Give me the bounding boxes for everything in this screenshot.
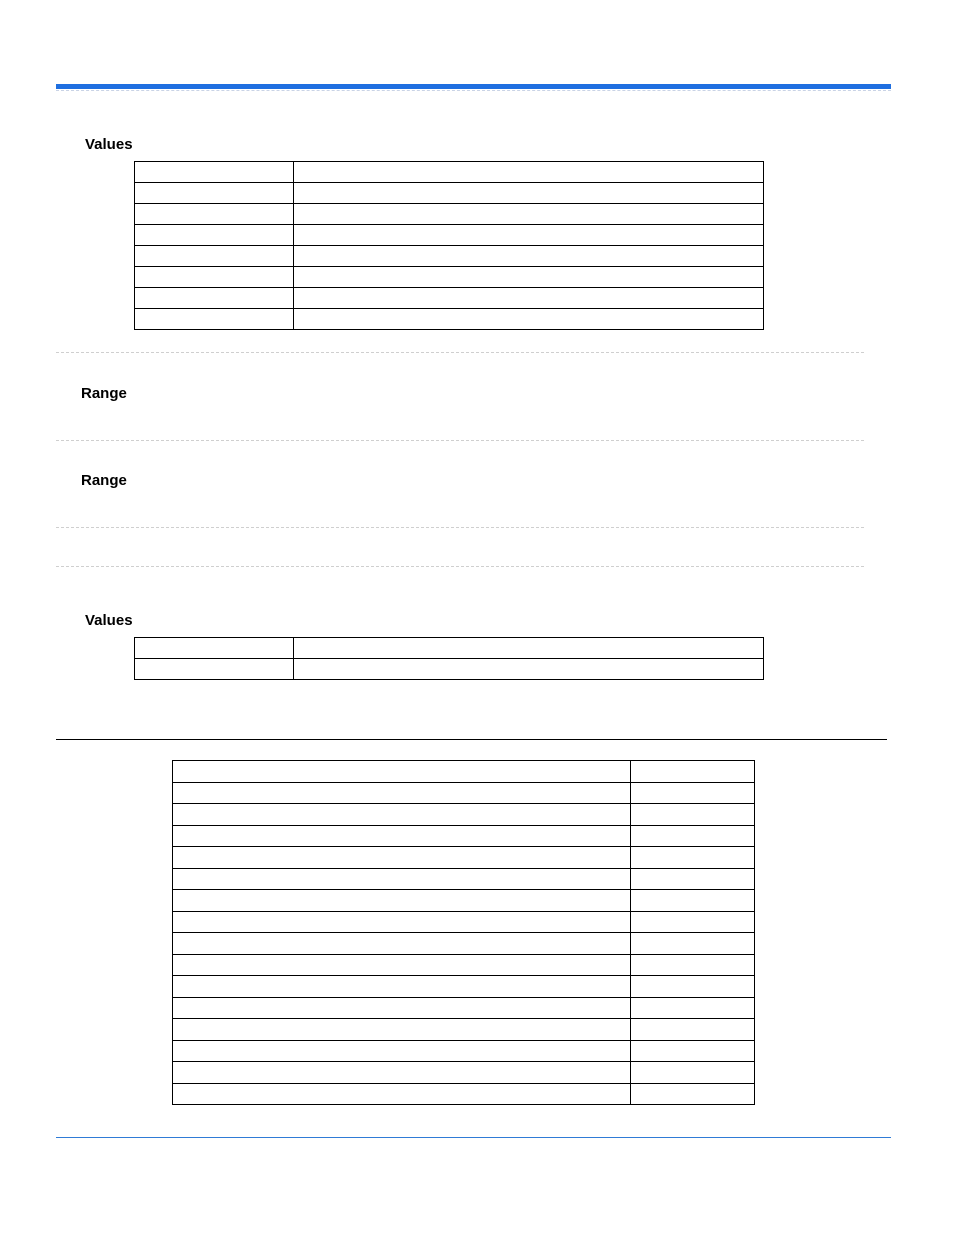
- values-table-1: [134, 161, 764, 330]
- table-cell: [135, 183, 294, 204]
- values-label-1: Values: [85, 136, 133, 153]
- table-row: [135, 638, 764, 659]
- table-cell: [294, 309, 764, 330]
- range-label-1: Range: [81, 385, 127, 402]
- section-divider: [56, 566, 864, 567]
- table-cell: [135, 162, 294, 183]
- table-row: [173, 761, 755, 783]
- table-row: [173, 1083, 755, 1105]
- table-cell: [173, 1062, 631, 1084]
- table-cell: [173, 890, 631, 912]
- table-cell: [294, 638, 764, 659]
- table-cell: [294, 246, 764, 267]
- table-cell: [631, 1019, 755, 1041]
- table-row: [173, 954, 755, 976]
- table-row: [135, 309, 764, 330]
- header-dash-rule: [56, 90, 891, 91]
- summary-table: [172, 760, 755, 1105]
- table-cell: [173, 825, 631, 847]
- footer-rule: [56, 1137, 891, 1138]
- table-cell: [631, 782, 755, 804]
- table-row: [135, 246, 764, 267]
- table-row: [135, 659, 764, 680]
- range-label-2: Range: [81, 472, 127, 489]
- table-cell: [294, 183, 764, 204]
- table-cell: [294, 204, 764, 225]
- table-cell: [173, 954, 631, 976]
- table-row: [173, 890, 755, 912]
- table-cell: [135, 204, 294, 225]
- section-rule: [56, 739, 887, 740]
- table-row: [135, 267, 764, 288]
- table-row: [173, 1040, 755, 1062]
- table-row: [173, 911, 755, 933]
- table-cell: [631, 847, 755, 869]
- table-cell: [631, 933, 755, 955]
- table-cell: [135, 267, 294, 288]
- table-cell: [631, 890, 755, 912]
- table-cell: [631, 1040, 755, 1062]
- table-cell: [631, 976, 755, 998]
- table-row: [173, 825, 755, 847]
- table-cell: [631, 1062, 755, 1084]
- table-cell: [135, 225, 294, 246]
- table-cell: [631, 804, 755, 826]
- table-cell: [294, 267, 764, 288]
- table-cell: [173, 847, 631, 869]
- table-cell: [173, 782, 631, 804]
- table-row: [173, 933, 755, 955]
- values-label-2: Values: [85, 612, 133, 629]
- table-row: [173, 976, 755, 998]
- table-cell: [631, 825, 755, 847]
- section-divider: [56, 527, 864, 528]
- table-cell: [173, 761, 631, 783]
- table-row: [173, 804, 755, 826]
- table-row: [173, 847, 755, 869]
- table-cell: [173, 933, 631, 955]
- table-row: [173, 868, 755, 890]
- section-divider: [56, 440, 864, 441]
- table-cell: [631, 761, 755, 783]
- table-cell: [173, 1083, 631, 1105]
- table-cell: [173, 804, 631, 826]
- table-cell: [294, 659, 764, 680]
- values-table-2: [134, 637, 764, 680]
- table-cell: [173, 1019, 631, 1041]
- table-cell: [173, 976, 631, 998]
- table-cell: [294, 225, 764, 246]
- table-cell: [173, 868, 631, 890]
- table-cell: [135, 309, 294, 330]
- table-cell: [631, 997, 755, 1019]
- table-cell: [173, 997, 631, 1019]
- table-cell: [631, 868, 755, 890]
- table-cell: [173, 911, 631, 933]
- table-cell: [631, 954, 755, 976]
- table-row: [135, 288, 764, 309]
- table-cell: [631, 1083, 755, 1105]
- table-row: [135, 162, 764, 183]
- table-cell: [294, 162, 764, 183]
- table-cell: [135, 246, 294, 267]
- section-divider: [56, 352, 864, 353]
- table-cell: [135, 288, 294, 309]
- table-cell: [135, 659, 294, 680]
- header-rule: [56, 84, 891, 89]
- table-cell: [294, 288, 764, 309]
- table-cell: [173, 1040, 631, 1062]
- table-row: [173, 1019, 755, 1041]
- table-cell: [631, 911, 755, 933]
- table-row: [173, 997, 755, 1019]
- table-row: [135, 204, 764, 225]
- table-cell: [135, 638, 294, 659]
- table-row: [135, 183, 764, 204]
- table-row: [173, 782, 755, 804]
- table-row: [135, 225, 764, 246]
- table-row: [173, 1062, 755, 1084]
